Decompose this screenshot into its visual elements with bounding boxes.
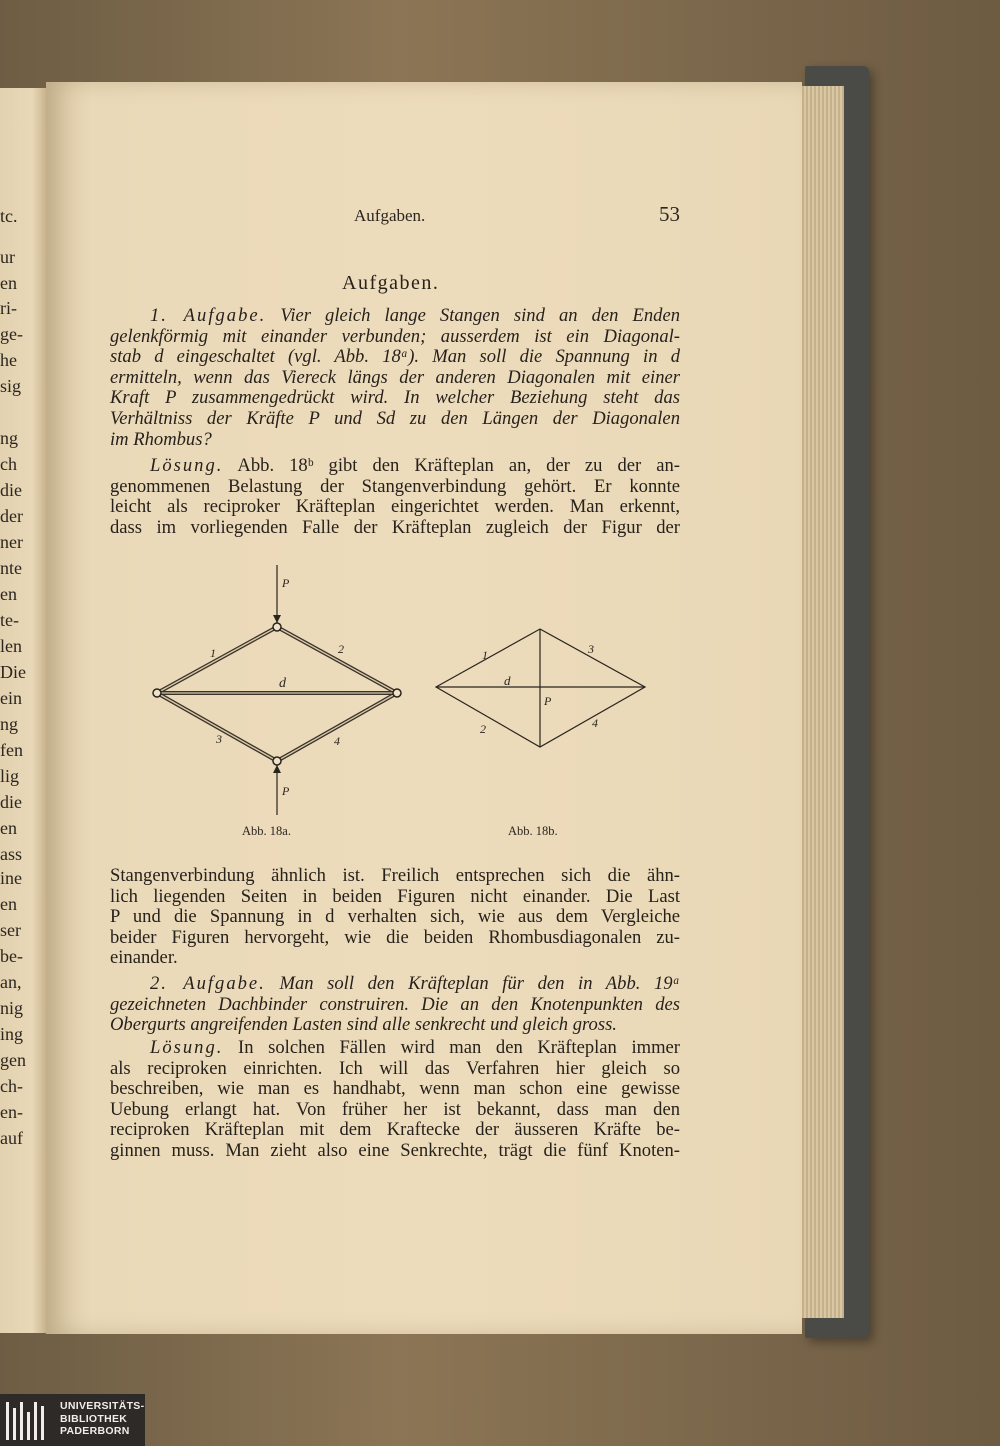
previous-page-fragment: an, — [0, 972, 22, 992]
label-2-b: 2 — [480, 722, 486, 736]
loesung-2-line: reciproken Kräfteplan mit dem Kraftecke der äusseren Kräfte be- — [110, 1119, 680, 1141]
previous-page-fragment: ner — [0, 532, 23, 552]
arrow-head-top-icon — [273, 615, 281, 623]
figure-18 — [140, 565, 680, 855]
previous-page-fragment: ch- — [0, 1076, 23, 1096]
previous-page-fragment: be- — [0, 946, 23, 966]
previous-page-fragment: ein — [0, 688, 22, 708]
previous-page-fragment: ser — [0, 920, 21, 940]
previous-page-fragment: en — [0, 273, 17, 293]
joint-left — [153, 689, 161, 697]
aufgabe-1-line: Verhältniss der Kräfte P und Sd zu den Längen der Diagonalen — [110, 407, 680, 429]
joint-right — [393, 689, 401, 697]
previous-page-fragment: fen — [0, 740, 23, 760]
previous-page-fragment: der — [0, 506, 23, 526]
previous-page-fragment: Die — [0, 662, 26, 682]
previous-page-fragment: en — [0, 584, 17, 604]
label-d-a: d — [279, 676, 286, 691]
previous-page-fragment: he — [0, 350, 17, 370]
joint-top — [273, 623, 281, 631]
after-figure-line: Stangenverbindung ähnlich ist. Freilich entsprechen sich die ähn- — [110, 865, 680, 886]
arrow-head-bottom-icon — [273, 765, 281, 773]
previous-page-fragment: ing — [0, 1024, 24, 1044]
aufgabe-1-line: stab d eingeschaltet (vgl. Abb. 18ᵃ). Man soll die Spannung in d — [110, 346, 680, 368]
previous-page-fragment: ng — [0, 428, 18, 448]
aufgabe-2-line: Obergurts angreifenden Lasten sind alle senkrecht und gleich gross. — [110, 1014, 617, 1036]
after-figure-paragraph — [110, 866, 680, 969]
previous-page-fragment: lig — [0, 766, 20, 786]
previous-page-fragment: nig — [0, 998, 24, 1018]
label-4-b: 4 — [592, 716, 598, 730]
loesung-2-label: Lösung. — [150, 1037, 224, 1058]
figure-18a — [153, 565, 401, 815]
loesung-2-line: Uebung erlangt hat. Von früher her ist bekannt, dass man den — [110, 1098, 680, 1120]
previous-page-fragment: te- — [0, 610, 19, 630]
previous-page-fragment: en- — [0, 1102, 23, 1122]
figure-18b — [436, 629, 645, 747]
previous-page-fragment: auf — [0, 1128, 23, 1148]
aufgabe-1-label: 1. Aufgabe. — [150, 305, 267, 326]
previous-page-fragment: ri- — [0, 298, 17, 318]
previous-page-fragment: en — [0, 894, 17, 914]
aufgabe-1-line: Kraft P zusammengedrückt wird. In welcher Beziehung steht das — [110, 387, 680, 409]
aufgabe-1-line: 1. Aufgabe. Vier gleich lange Stangen sind an den Enden — [150, 305, 681, 326]
loesung-2 — [110, 1038, 680, 1162]
label-4-a: 4 — [334, 734, 340, 748]
previous-page-fragment: ng — [0, 714, 18, 734]
label-2-a: 2 — [338, 642, 344, 656]
previous-page-fragment: ch — [0, 454, 17, 474]
caption-18a: Abb. 18a. — [242, 824, 291, 838]
aufgabe-1-line: ermitteln, wenn das Viereck längs der anderen Diagonalen mit einer — [110, 366, 680, 388]
after-figure-line: einander. — [110, 947, 178, 969]
previous-page-sliver — [0, 88, 46, 1333]
label-d-b: d — [504, 673, 511, 688]
aufgabe-1-line: im Rhombus? — [110, 428, 212, 450]
library-logo — [0, 1394, 145, 1446]
loesung-1-line: leicht als reciproker Kräfteplan eingerichtet werden. Man erkennt, — [110, 496, 680, 518]
previous-page-fragment: die — [0, 792, 22, 812]
label-3-a: 3 — [216, 732, 222, 746]
previous-page-fragment: ge- — [0, 324, 23, 344]
loesung-1-label: Lösung. — [150, 455, 224, 476]
aufgabe-2-line: 2. Aufgabe. Man soll den Kräfteplan für den in Abb. 19ᵃ — [150, 973, 681, 994]
previous-page-fragment: sig — [0, 376, 22, 396]
joint-bottom — [273, 757, 281, 765]
caption-18b: Abb. 18b. — [508, 824, 558, 838]
page-edges — [796, 86, 844, 1318]
label-1-b: 1 — [482, 648, 488, 662]
previous-page-fragment: ine — [0, 868, 22, 888]
loesung-2-line: ginnen muss. Man zieht also eine Senkrechte, trägt die fünf Knoten- — [110, 1139, 680, 1161]
label-1-a: 1 — [210, 646, 216, 660]
previous-page-fragment: en — [0, 818, 17, 838]
previous-page-fragment: tc. — [0, 206, 18, 226]
loesung-2-line: beschreiben, wie man es handhabt, wenn man schon eine gewisse — [110, 1078, 680, 1100]
label-P-top: P — [282, 576, 290, 590]
aufgabe-1 — [110, 306, 680, 450]
previous-page-fragment: nte — [0, 558, 22, 578]
aufgabe-2-label: 2. Aufgabe. — [150, 973, 266, 994]
library-logo-icon — [6, 1402, 54, 1442]
previous-page-fragment: len — [0, 636, 22, 656]
previous-page-fragment: die — [0, 480, 22, 500]
aufgabe-2-line: gezeichneten Dachbinder construiren. Die an den Knotenpunkten des — [110, 993, 680, 1015]
loesung-2-line: Lösung. In solchen Fällen wird man den Kräfteplan immer — [150, 1037, 680, 1058]
label-P-bottom: P — [282, 784, 290, 798]
running-head — [110, 204, 680, 228]
loesung-1-line: Lösung. Abb. 18ᵇ gibt den Kräfteplan an, der zu der an- — [150, 455, 680, 476]
after-figure-line: P und die Spannung in d verhalten sich, wie aus dem Vergleiche — [110, 906, 680, 928]
previous-page-fragment: ass — [0, 844, 22, 864]
running-head-title: Aufgaben. — [354, 206, 426, 225]
after-figure-line: lich liegenden Seiten in beiden Figuren nicht einander. Die Last — [110, 885, 680, 907]
library-name: UNIVERSITÄTS- BIBLIOTHEK PADERBORN — [60, 1400, 145, 1437]
page-number: 53 — [659, 202, 680, 226]
previous-page-fragment: ur — [0, 247, 15, 267]
after-figure-line: beider Figuren hervorgeht, wie die beiden Rhombusdiagonalen zu- — [110, 926, 680, 948]
aufgabe-2 — [110, 974, 680, 1036]
label-3-b: 3 — [588, 642, 594, 656]
section-heading: Aufgaben. — [342, 272, 440, 294]
loesung-1-line: genommenen Belastung der Stangenverbindung gehört. Er konnte — [110, 475, 680, 497]
label-P-b: P — [544, 694, 552, 708]
aufgabe-1-line: gelenkförmig mit einander verbunden; ausserdem ist ein Diagonal- — [110, 325, 680, 347]
loesung-2-line: als reciproken einrichten. Ich will das Verfahren hier gleich so — [110, 1057, 680, 1079]
previous-page-fragment: gen — [0, 1050, 26, 1070]
loesung-1 — [110, 456, 680, 538]
loesung-1-line: dass im vorliegenden Falle der Kräfteplan zugleich der Figur der — [110, 516, 680, 538]
